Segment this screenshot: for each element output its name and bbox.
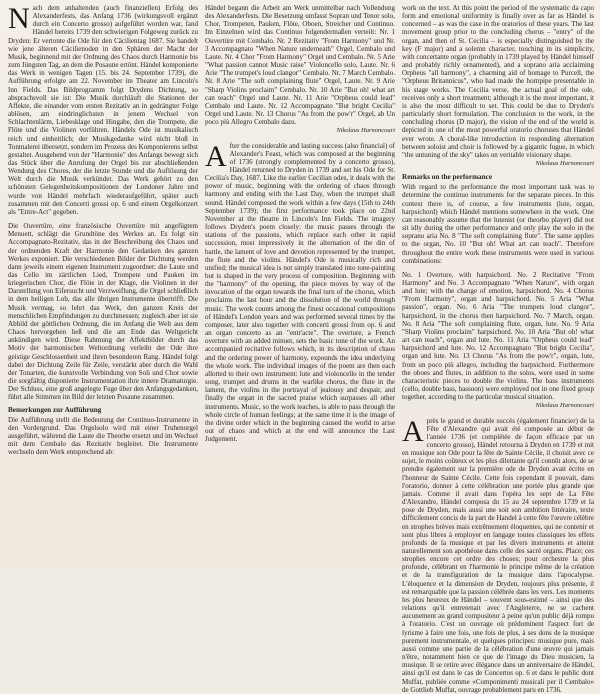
french-intro-paragraph xyxy=(402,414,594,694)
english-intro-text: fter the considerable and lasting success (also financial) of Alexander's Feast, which was composed at the beginning of 1736 (strongly complemented by a concerto grosso), Händel returned to Dryden in 1739 and set his Ode for St. Cecilia's Day, 1687. Like the earlier Cecilian odes, it deals with the power of music, beginning with the ordering of chaos through harmony and ending with the Last Day, when the trumpet shall sound. Händel composed the work within a few days (15th to 24th September 1739); the first performance took place on 22nd November at the theatre in Lincoln's Inn Fields. The imagery follows Dryden's poem closely: the music passes through the stations of the passions, which replace each other in rapid succession, most impressively in the alternation of the din of battle, the lament of love and devotion represented by the trumpet, the flute and the violins. Händel's Ode is musically rich and unified; the musical idea is not simply translated into tone-painting but is shaped in the very process of composition. Beginning with the "harmony" of the opening, the piece moves by way of the invocation of the organ towards the final turn of the chorus, which proclaims the last hour and the dissolution of the world through music. The work counts among the finest occasional compositions of Händel's London years and was performed several times by the composer, later also together with concerti grossi from op. 6 and an organ concerto as an "entr'acte". The overture, a French overture with an added minuet, sets the basic tone of the work. An accompanied recitative follows which, in its description of chaos and the ordering power of harmony, expounds the idea underlying the whole work. The individual images of the poem are then each allotted to their own instrument: lute and violoncello in the tender song, trumpet and drums in the warlike chorus, the flute in the lament, the violins in the portrayal of jealousy and despair, and finally the organ in the sacred praise which surpasses all other instruments. Music, so the work teaches, is able to pass through the whole circle of human feelings; at the same time it is the image of the divine order which in the beginning caused the world to arise out of chaos and which at the end will announce the Last Judgement. xyxy=(205,141,395,444)
column-middle xyxy=(205,0,395,568)
drop-cap-n: N xyxy=(8,2,30,35)
english-instrument-list-paragraph: No. 1 Overture, with harpsichord. No. 2 Recitative "From Harmony" and No. 3 Accompagnato "When Nature", with organ and lute; with the change of emotion, harpsichord. No. 4 Chorus "From Harmony", organ and harpsichord. No. 5 Aria "What passion", organ. No. 6 Aria "The trumpets loud clangor", harpsichord, in the chorus then harpsichord. No. 7 March, organ. No. 8 Aria "The soft complaining flute, organ, lute. No. 9 Aria "Sharp Violins proclaim" harpsichord. No. 10 Aria "But oh! what art can teach", organ and lute. No. 11 Aria "Orpheus could lead" harpsichord and lute. No. 12 Accompagnato "But bright Cecilia", organ and lute. No. 13 Chorus "As from the pow'r", organ, lute, from un poco più allegro, including the harpsichord. Furthermore the oboes and flutes, in addition to the solos, were used in some characteristic pieces to double the violins. The bass instruments (cello, double bass, bassoon) were employed not in one fixed group together, according to the particular musical situation. xyxy=(402,270,594,402)
drop-cap-a: A xyxy=(205,139,227,173)
column-right xyxy=(402,0,594,694)
middle-signature: Nikolaus Harnoncourt xyxy=(336,127,395,135)
german-performance-heading: Bemerkungen zur Aufführung xyxy=(8,405,102,414)
german-body-paragraph: Die Ouvertüre, eine französische Ouvertüre mit angefügtem Menuett, schlägt die Grundtöne des Werkes an. Es folgt ein Accompagnato-Rezitativ, das in der Beschreibung des Chaos und der ordnenden Kraft der Harmonie den Gedanken des ganzen Werkes exponiert. Die verschiedenen Bilder der Dichtung werden dann jeweils einem eigenen Instrument zugeordnet: die Laute und das Cello im zärtlichen Lied, Trompete und Pauken im kriegerischen Chor, die Flöte in der Klage, die Violinen in der Darstellung von Eifersucht und Verzweiflung, die Orgel schließlich in dem heiligen Lob, das alle übrigen Instrumente übertrifft. Die Musik vermag, so lehrt das Werk, den ganzen Kreis der menschlichen Empfindungen zu durchmessen; zugleich aber ist sie Abbild der göttlichen Ordnung, die im Anfang die Welt aus dem Chaos hervorgehen ließ und die am Ende das Weltgericht ankündigen wird. Diese Rahmung der Affektbilder durch das Motiv der harmonischen Weltordnung verleiht der Ode ihre geistige Geschlossenheit und ihren besonderen Rang. Händel folgt dabei der Dichtung Zeile für Zeile, verstärkt aber durch die Wahl der Tonarten, die kunstvolle Verbindung von Soli und Chor sowie die sorgfältig disponierte Instrumentation ihre innere Dramaturgie. Der Schluss, eine groß angelegte Fuge über den Anfangsgedanken, führt alle Stimmen im Bild der letzten Posaune zusammen. xyxy=(8,222,198,402)
german-intro-paragraph xyxy=(8,4,198,216)
english-signature: Nikolaus Harnoncourt xyxy=(535,159,594,167)
column-german xyxy=(8,0,198,568)
drop-cap-a-french: A xyxy=(402,414,424,448)
french-intro-text: près le grand et durable succès (également financier) de la Fête d'Alexandre qui avait été composée au début de l'année 1736 (et complétée de façon efficace par un concerto grosso), Händel retourna à Dryden en 1739 et mit en musique son Ode pour la fête de Sainte Cécile, il choisit avec ce sujet, le moins coûteux et les plus dilettante qu'il connût alors, de se prendre également sur la première ode de Dryden avait écrite en l'honneur de Sainte Cécile. Cette fois cependant il pouvait, dans l'oratorio, donner à cette célébration une portée plus grande que jamais. Comme il avait dans l'opéra les sept de La Fête d'Alexandre, Händel composa du 15 au 24 septembre 1739 et la pose de Dryden, mais aussi une soit son ambition littéraire, texte difficilement concis de la part de Handel à cette fête l'œuvre célèbre en strophes brèves mais extrêmement éloquentes, qui ne contenir et sont plus libres à employer en langage toutes classiques les effets profonds de la musique et par les divers instruments et atteint naturellement son apothéose dans celle des sacré organs. Place; ces strophes encore cet ordre des choses; pour orchestre la plus profonde, célébrant en l'harmonie le principe même de la création et de la transfiguration de la musique dans l'apocalypse. L'éloquence et la dimension de Dryden, toujours plus présente, il est remarquable que la passion célébrée dans les vers. Les moments les plus heureux de Händel – souvent sous-estimé – ainsi que des relations qu'il entretenait avec l'Angleterre, ne se cachent aucunement au grand compositeur à peine qu'un public déjà rompu à l'oratorio. C'est un ouvrage où prédominent l'aspect fort de lyrisme à faire une fois, une fois de plus, à ses dons de la musique purement instrumentale, et quelques principes: musique pure, mais aussi comme une partie de la célébration d'une œuvre qui jamais n'être, notamment bien ce que de l'image du Dieu musicien, la musique. Il se retire avec élégance dans un anniversaire de Händel, ainsi qu'il est dans le cas de Concertos op. 6 et dans le public dont Muffat, publiée comme «Componimenti musicali per il Cembalo» de Gottlieb Muffat, ouvrage probablement paru en 1736. xyxy=(402,416,594,694)
english-intro-paragraph xyxy=(205,139,395,444)
english-performance-heading: Remarks on the performance xyxy=(402,173,493,182)
english-performance-signature: Nikolaus Harnoncourt xyxy=(535,402,594,410)
english-continuation-paragraph: work on the text. At this point the period of the systematic da capo form and emotional uniformity is finally over as far as Händel is concerned – as was the case in the oratorios of these years. The last movement group prior to the concluding chorus – "entry" of the organ, and then of St. Cecilia – is especially distinguished by the key (F major) and a solemn character, touching in its simplicity, with concertante organ (probably in 1739 played by Händel himself and probably richly ornamented), and a soprano aria acclaiming Orpheus "all harmony", a charming aid of homage to Purcell, the "Orpheus Britannicus", who had made the hornpipe presentable in his stage works. The Cecilia verse, the actual goal of the ode, receives only a short treatment; although it is the most important, it is also the most difficult to set. This could be due to Dryden's particularly short formulation. The conclusion to the work, in the concluding chorus (D major), the vision of the end of the world is depicted in one of the most powerful oratorio choruses that Händel ever wrote. A choral-like introduction in responding alternation between soloist and choir is followed by a gigantic fugue, in which "the untuning of the sky" takes on veritable visionary shape. xyxy=(402,4,594,159)
german-intro-text: ach dem anhaltenden (auch finanziellen) Erfolg des Alexanderfests, das Anfang 1736 (wirkungsvoll ergänzt durch ein Concerto grosso) aufgeführt worden war, fand Händel bereits 1739 den schwierigen Folgeweg zurück zu Dryden: Er vertonte die Ode für den Cäcilientag 1687. Sie handelt wie jene älteren Cäcilienoden in den Sphären der Macht der Musik, beginnend mit der Ordnung des Chaos durch Harmonie bis zum Jüngsten Tag, an dem die Posaune ertönt. Händel komponierte das Werk in wenigen Tagen (15. bis 24. September 1739), die Aufführung erfolgte am 22. November im Theater am Lincoln's Inn Fields. Das Bildprogramm folgt Drydens Dichtung, so absprachsvoll sie ist: Die Musik durchläuft die Stationen der Affekte, die einander vom ersten Rezitativ an in gedrängter Folge ablösen, am eindringlichsten in jenem Wechsel von Schlachtenlärm, Liebesklage und Hingabe, den die Trompete, die Flöte und die Violinen vorführen. Händels Ode ist musikalisch reich und einheitlich; der Musikgedanke wird nicht bloß in Tonmalerei übersetzt, sondern im Prozess des Komponierens selbst gestaltet. Ausgehend von der "Harmonie" des Anfangs bewegt sich das Stück über die Anrufung der Orgel bis zur abschließenden Wendung des Chores, der die letzte Stunde und die Auflösung der Welt durch die Musik verkündet. Das Werk gehört zu den schönsten Gelegenheitskompositionen der Londoner Jahre und wurde von Händel mehrfach wiederaufgeführt, später auch zusammen mit den Concerti grossi op. 6 und einem Orgelkonzert als "Entre-Act" gegeben. xyxy=(8,4,198,216)
german-performance-paragraph: Die Aufführung stellt die Bedeutung der Continuo-Instrumente in den Vordergrund. Das Orgelsolo wird mit einer Truhenorgel ausgeführt, während die Laute die Theorbe ersetzt und im Wechsel mit dem Cembalo das Rezitativ begleitet. Die Instrumente wechseln dem Werk entsprechend ab: xyxy=(8,415,198,457)
middle-continuo-paragraph: Händel begann die Arbeit am Werk unmittelbar nach Vollendung des Alexanderfests. Die Besetzung umfasst Sopran und Tenor solo, Chor, Trompeten, Pauken, Flöte, Oboen, Streicher und Continuo. Im Einzelnen wird das Continuo folgendermaßen verteilt: Nr. 1 Ouvertüre mit Cembalo. Nr. 2 Rezitativ "From Harmony" und Nr. 3 Accompagnato "When Nature underneath" Orgel, Cembalo und Laute. Nr. 4 Chor "From Harmony" Orgel und Cembalo. Nr. 5 Arie "What passion cannot Music raise" Violoncello solo, Laute. Nr. 6 Arie "The trumpet's loud clangor" Cembalo. Nr. 7 March Cembalo. Nr. 8 Arie "The soft complaining flute" Orgel, Laute. Nr. 9 Arie "Sharp Violins proclaim" Cembalo. Nr. 10 Arie "But oh! what art can teach" Orgel und Laute. Nr. 11 Arie "Orpheus could lead" Cembalo und Laute. Nr. 12 Accompagnato "But bright Cecilia" Orgel und Laute. Nr. 13 Chorus "As from the pow'r" Orgel, ab Un poco più Allegro Cembalo dazu. xyxy=(205,4,395,127)
english-performance-paragraph: With regard to the performance the most important task was to determine the continuo instruments for the separate pieces. In this context there is, of course, a few instruments (lute, organ, harpsichord) which Händel mentions somewhere in the work. One can reasonably assume that the lutenist (or theorbo player) did not sit idly during the other performance and only play the solo in the soprano aria No. 8 "The soft complaining flute". The same applies to the organ, No. 10 "But oh! What art can teach". Therefore throughout the entire work these instruments were used in various combinations: xyxy=(402,183,594,265)
